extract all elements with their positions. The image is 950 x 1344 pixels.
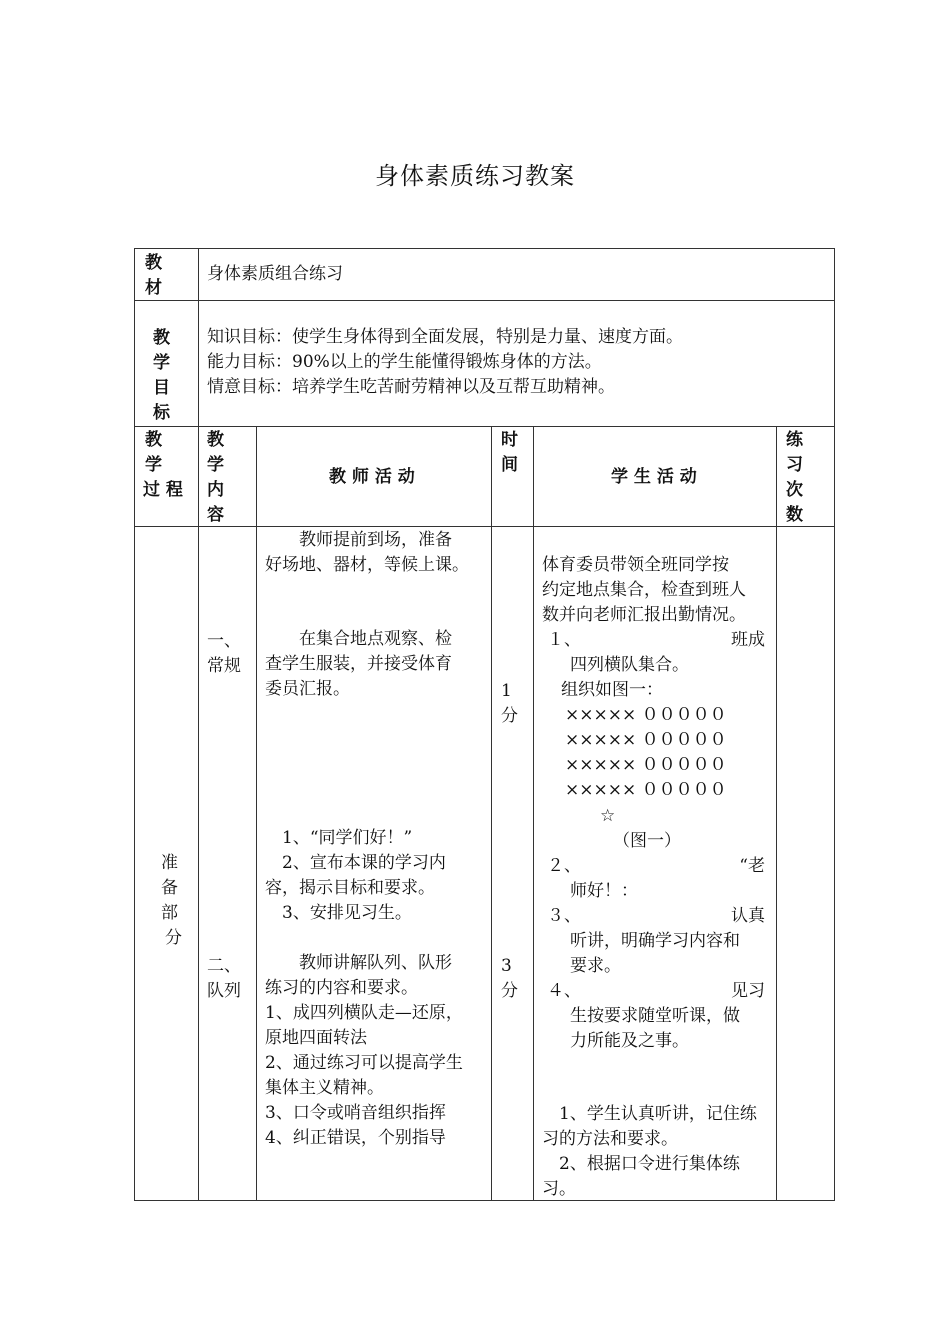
formation-diagram [565, 703, 727, 803]
header-time: 时 间 [501, 430, 518, 475]
student-intro: 体育委员带领全班同学按 约定地点集合，检查到班人 数并向老师汇报出勤情况。 [542, 555, 746, 625]
objectives-label: 教 学 目 标 [153, 328, 170, 423]
content-queue: 二、 队列 [207, 956, 241, 1001]
page-title: 身体素质练习教案 [375, 162, 575, 190]
row-divider [135, 526, 834, 527]
teacher-block-arrival: 教师提前到场，准备 好场地、器材，等候上课。 [265, 530, 469, 575]
header-content: 教 学 内 容 [207, 430, 224, 525]
section-label: 准 备 部 分 [161, 853, 182, 948]
teacher-block-queue: 教师讲解队列、队形 练习的内容和要求。 1、成四列横队走—还原， 原地四面转法 2、通过练习可以提高学生 集体主义精神。 3、口令或哨音组织指挥 4、纠正错误，个别指导 [265, 953, 463, 1148]
objective-affective: 情意目标：培养学生吃苦耐劳精神以及互帮互助精神。 [207, 377, 615, 397]
student-block-practice: 1、学生认真听讲，记住练 习的方法和要求。 2、根据口令进行集体练 习。 [542, 1104, 757, 1199]
lesson-plan-table [134, 248, 835, 1201]
col-divider [256, 426, 257, 1200]
header-student: 学 生 活 动 [611, 467, 697, 487]
teacher-block-inspection: 在集合地点观察、检 查学生服装，并接受体育 委员汇报。 [265, 629, 452, 699]
col-divider [533, 426, 534, 1200]
student-item-4: ４、 见习 生按要求随堂听课，做 力所能及之事。 [547, 981, 765, 1051]
objectives-list [207, 325, 683, 400]
objective-ability: 能力目标：90%以上的学生能懂得锻炼身体的方法。 [207, 352, 602, 372]
teacher-block-greeting: 1、“同学们好！” 2、宣布本课的学习内 容，揭示目标和要求。 3、安排见习生。 [265, 828, 446, 923]
content-routine: 一、 常规 [207, 631, 241, 676]
header-process: 教 学 过 程 [143, 430, 183, 500]
formation-row: ××××× ０００００ [565, 730, 727, 750]
student-item-3: ３、 认真 听讲，明确学习内容和 要求。 [547, 906, 765, 976]
formation-row: ××××× ０００００ [565, 705, 727, 725]
student-item-2: ２、 “老 师好！： [547, 856, 765, 901]
time-queue: 3 分 [501, 956, 518, 1001]
teacher-star-icon: ☆ [600, 806, 616, 826]
col-divider [198, 249, 199, 1200]
row-divider [135, 426, 834, 427]
material-value: 身体素质组合练习 [207, 264, 343, 284]
formation-title: 组织如图一： [561, 680, 663, 700]
formation-row: ××××× ０００００ [565, 755, 727, 775]
header-teacher: 教 师 活 动 [329, 467, 415, 487]
col-divider [776, 426, 777, 1200]
material-label: 教 材 [145, 253, 162, 298]
row-divider [135, 300, 834, 301]
student-item-1: １、 班成 四列横队集合。 [547, 630, 765, 675]
time-routine: 1 分 [501, 681, 518, 726]
figure-caption: （图一） [613, 831, 681, 851]
header-count: 练 习 次 数 [786, 430, 803, 525]
formation-row: ××××× ０００００ [565, 780, 727, 800]
col-divider [491, 426, 492, 1200]
objective-knowledge: 知识目标：使学生身体得到全面发展，特别是力量、速度方面。 [207, 327, 683, 347]
